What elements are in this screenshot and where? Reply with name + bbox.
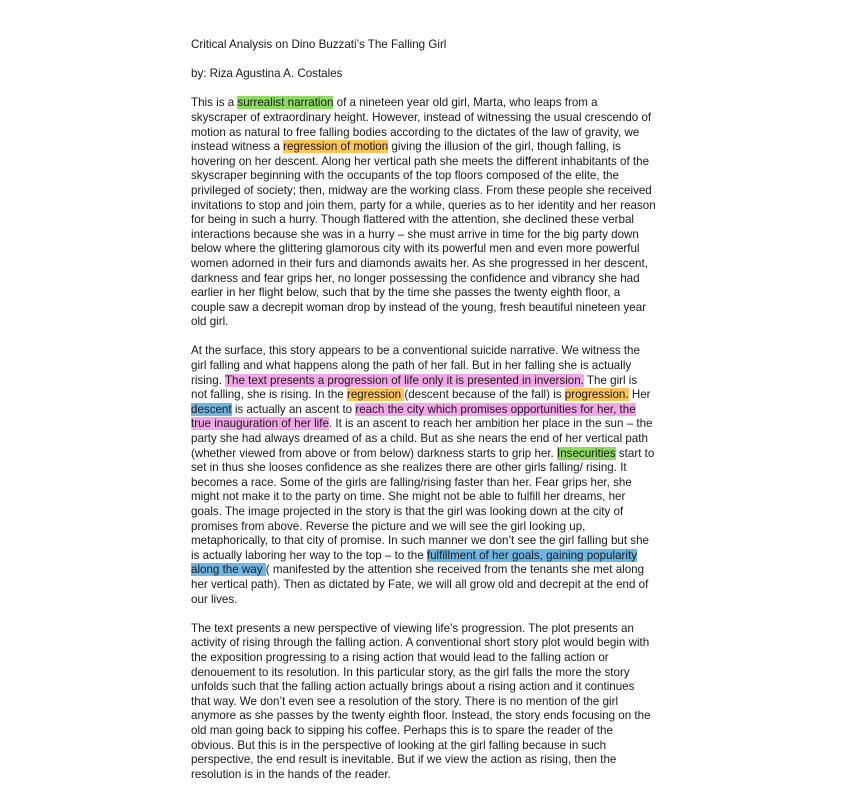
text-run: earlier in her flight below, such that by the time she passes the twenty eighth floor, a [191,286,621,300]
paragraph-3 [191,622,671,783]
text-run: that way. We don’t even see a resolution of the story. There is no mention of the girl [191,694,619,708]
text-run: anymore as she passes by the twenty eighth floor. Instead, the story ends focusing on the [191,709,651,723]
text-run: instead witness a [191,140,284,154]
paragraph-2 [191,344,671,607]
text-line [191,228,671,243]
text-run: invitations to stop and join them, party for a while, queries as to her identity and her reason [191,198,656,212]
text-line [191,359,671,374]
text-line [191,140,671,155]
text-run: The text presents a new perspective of viewing life’s progression. The plot presents an [191,621,634,635]
text-line [191,505,671,520]
text-run: of a nineteen year old girl, Marta, who leaps from a [333,96,598,110]
text-run: giving the illusion of the girl, though falling, is [388,140,621,154]
text-line [191,403,671,418]
text-run: activity of rising through the falling action. A conventional short story plot would begin with [191,636,650,650]
document-title: Critical Analysis on Dino Buzzati’s The Falling Girl [191,38,447,51]
text-run: The girl is [583,373,638,387]
text-line [191,520,671,535]
text-line [191,768,671,783]
highlight-green: surrealist narration [237,96,334,110]
text-line [191,461,671,476]
text-run: (descent because of the fall) is [404,388,565,402]
text-run: ( manifested by the attention she received from the tenants she met along [265,563,645,577]
text-line [191,447,671,462]
text-run: the exposition progressing to a rising action that would lead to the falling action or [191,650,609,664]
text-run: our lives. [191,592,238,606]
highlight-blue: descent [191,402,232,416]
highlight-pink: true inauguration of her life [191,417,329,431]
highlight-orange: regression of motion [283,140,389,154]
text-line [191,490,671,505]
text-run: hovering on her descent. Along her vertical path she meets the different inhabitants of the [191,154,650,168]
text-run: At the surface, this story appears to be a conventional suicide narrative. We witness the [191,344,640,358]
highlight-orange: regression [346,388,405,402]
text-run: is actually an ascent to [231,402,356,416]
text-line [191,155,671,170]
text-line [191,622,671,637]
text-line [191,242,671,257]
text-line [191,753,671,768]
text-run: goals. The image projected in the story is that the girl was looking down at the city of [191,505,624,518]
text-run: skyscraper of extraordinary height. However, instead of witnessing the usual crescendo of [191,110,652,124]
text-run: interactions because she was in a hurry – she must arrive in time for the big party down [191,227,639,241]
text-run: metaphorically, to that city of promise. In such manner we don’t see the girl falling but she [191,534,649,548]
text-run: becomes a race. Some of the girls are falling/rising faster than her. Fear grips her, she [191,475,632,489]
text-line [191,593,671,608]
text-line [191,651,671,666]
text-run: her vertical path). Then as dictated by Fate, we will all grow old and decrepit at the end of [191,577,649,591]
text-line [191,126,671,141]
text-run: promises from above. Reverse the picture and we will see the girl looking up, [191,519,586,533]
text-run: party she had always dreamed of as a child. But as she nears the end of her vertical path [191,432,648,446]
text-line [191,666,671,681]
text-line [191,315,671,330]
text-run: women adorned in their furs and diamonds awaits her. As she progressed in her descent, [191,256,648,270]
highlight-pink: reach the city which promises opportunities for her, the [355,402,636,416]
text-line [191,96,671,111]
text-line [191,213,671,228]
text-line [191,695,671,710]
text-line [191,272,671,287]
text-line [191,636,671,651]
text-run: Her [628,388,651,402]
text-line [191,286,671,301]
text-run: not falling, she is rising. In the [191,388,347,402]
text-run: (whether viewed from above or from below) darkness starts to grip her. [191,446,558,460]
text-run: might not make it to the party on time. She might not be able to fulfill her dreams, her [191,490,626,504]
text-line [191,549,671,564]
text-line [191,563,671,578]
text-run: set in thus she looses confidence as she realizes there are other girls falling/ rising. It [191,461,627,475]
text-run: skyscraper beginning with the occupants of the top floors composed of the elite, the [191,169,619,183]
text-line [191,199,671,214]
text-line [191,709,671,724]
text-line [191,534,671,549]
text-run: old man going back to sipping his coffee. Perhaps this is to spare the reader of the [191,723,613,737]
text-run: is actually laboring her way to the top – to the [191,548,427,562]
text-run: This is a [191,96,238,110]
highlight-pink: The text presents a progression of life only it is presented in inversion. [224,373,584,387]
text-line [191,388,671,403]
text-run: unfolds such that the falling action actually brings about a rising action and it continues [191,680,635,694]
text-run: darkness and fear grips her, no longer possessing the confidence and vibrancy she had [191,271,640,285]
text-line [191,476,671,491]
text-line [191,374,671,389]
document-body [191,96,671,782]
text-line [191,739,671,754]
text-line [191,578,671,593]
highlight-blue: along the way [191,563,266,577]
text-run: denouement to its resolution. In this particular story, as the girl falls the more the story [191,665,630,679]
text-run: girl falling and what happens along the path of her fall. But in her falling she is actually [191,359,632,373]
text-line [191,344,671,359]
text-run: old girl. [191,315,229,329]
text-line [191,724,671,739]
text-run: start to [615,446,655,460]
text-line [191,680,671,695]
text-run: obvious. But this is in the perspective of looking at the girl falling because in such [191,738,607,752]
text-line [191,184,671,199]
text-run: privileged of society; then, midway are the working class. From these people she received [191,183,652,197]
text-run: motion as natural to free falling bodies according to the dictates of the law of gravity, we [191,125,640,139]
text-run: . It is an ascent to reach her ambition her place in the sun – the [328,417,653,431]
text-line [191,111,671,126]
highlight-green: Insecurities [557,446,616,460]
text-line [191,432,671,447]
document-page [191,38,671,797]
text-line [191,257,671,272]
text-run: for being in such a hurry. Though flattered with the attention, she declined these verbal [191,213,634,227]
text-line [191,417,671,432]
document-author: by: Riza Agustina A. Costales [191,67,343,81]
text-run: resolution is in the hands of the reader. [191,767,391,781]
text-line [191,301,671,316]
text-run: below where the glittering glamorous city with its powerful men and even more powerful [191,242,640,256]
text-run: rising. [191,373,225,387]
text-run: perspective, the end result is inevitable. But if we view the action as rising, then the [191,753,617,767]
text-line [191,169,671,184]
paragraph-1 [191,96,671,330]
highlight-orange: progression. [564,388,629,402]
highlight-blue: fulfillment of her goals, gaining popularity [426,548,637,562]
text-run: couple saw a decrepit woman drop by instead of the young, fresh beautiful nineteen year [191,300,647,314]
